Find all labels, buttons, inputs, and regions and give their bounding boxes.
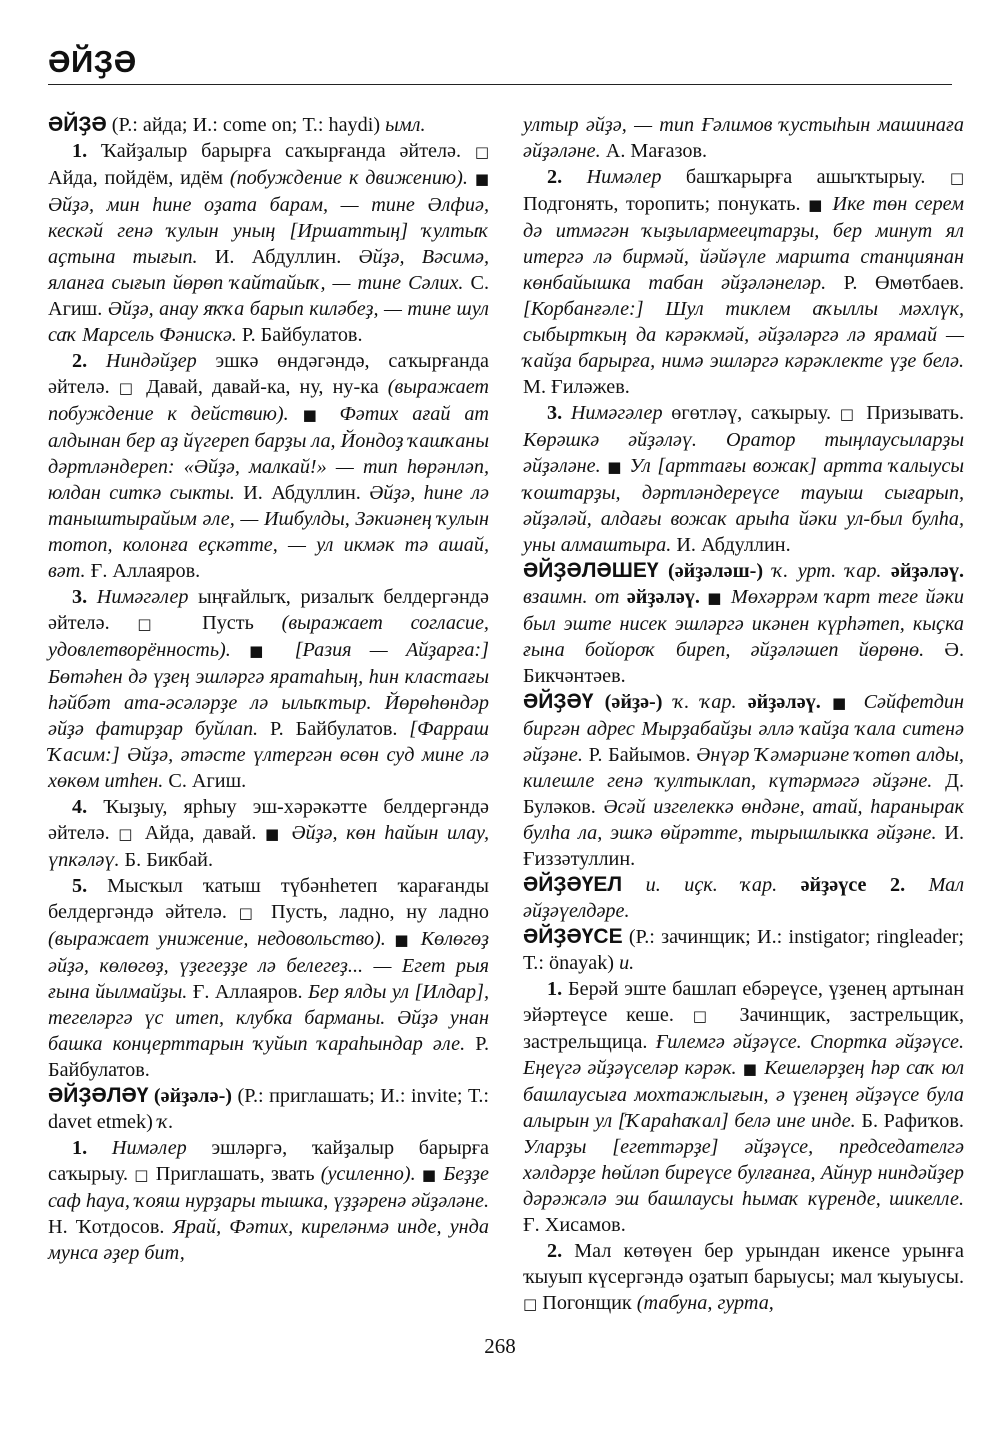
running-head: ӘЙҘӘ [48,44,137,79]
sense-paragraph: 5. Мысҡыл ҡатыш түбәнһетеп ҡарағанды белдергәндә әйтелә. □ Пусть, ладно, ну ладно (выражает унижение, недовольство). ■ Көлөгөҙ әйҙә, көлөгөҙ, үҙегеҙҙе лә белегеҙ... — Егет рыя ғына йылмайҙы. Ғ. Аллаяров. Бер ялды ул [Илдар], тегеләргә үс итеп, клубка барманы. Әйҙә унан башка концерттарын ҡуйып ҡараһындар әле. Р. Байбулатов. [48,875,490,1081]
entry-headword-paragraph: ӘЙҘӘҮСЕ (Р.: зачинщик; И.: instigator; ringleader; Т.: önayak) и. [523,925,964,974]
entry-headword-paragraph: ӘЙҘӘ (Р.: айда; И.: come on; Т.: haydi) ымл. [48,113,426,136]
sense-paragraph: 4. Ҡыҙыу, ярһыу эш-хәрәкәтте белдергәндә әйтелә. □ Айда, давай. ■ Әйҙә, көн һайын илау, үпкәләү. Б. Бикбай. [48,796,489,871]
right-column [523,112,964,1317]
page-number: 268 [484,1334,516,1358]
sense-paragraph: 2. Нимәлер башҡарырға ашыҡтырыу. □ Подгонять, торопить; понукать. ■ Ике төн серем дә итмәгән ҡыҙылармеецтарҙы, бер минут ял итергә лә бирмәй, йәйәүле маршта станциянан көнбайышка табан әйҙәләнеләр. Р. Өмөтбаев. [Корбанғәле:] Шул тиклем аҡыллы мәхлүк, сыбырткың да кәрәкмәй, әйҙәләргә лә ярамай — ҡайҙа барырға, нимә эшләргә кәрәклекте үҙе белә. М. Ғиләжев. [523,166,964,398]
sense-paragraph: 1. Ҡайҙалыр барырға саҡырғанда әйтелә. □ Айда, пойдём, идём (побуждение к движению). ■ Әйҙә, мин һине оҙата барам, — тине Әлфиә, кескәй генә ҡулын уның [Иршаттың] ҡултыҡ аҫтына тығып. И. Абдуллин. Әйҙә, Вәсимә, яланға сығып йөрөп ҡайтайыҡ, — тине Сәлих. С. Агиш. Әйҙә, анау яҡҡа барып киләбеҙ, — тине шул саҡ Марсель Фәнискә. Р. Байбулатов. [48,140,490,346]
sense-paragraph: 2. Мал көтөүен бер урындан икенсе урынға ҡыуып күсергәндә оҙатып барыусы; мал ҡыуыусы. □ Погонщик (табуна, гурта, [523,1240,964,1314]
sense-paragraph: 2. Ниндәйҙер эшкә өндәгәндә, саҡырғанда әйтелә. □ Давай, давай-ка, ну, ну-ка (выражает побуждение к действию). ■ Фәтих ағай ат алдынан бер аҙ йүгереп барҙы ла, Йондоҙ ҡашҡаны дәртләндереп: «Әйҙә, малкай!» — тип һөрәнләп, юлдан ситкә сыкты. И. Абдуллин. Әйҙә, һине лә таныштырайым әле, — Ишбулды, Зәкиәнең ҡулын тотоп, колонға еҫкәтте, — ул икмәк тә ашай, вәт. Ғ. Аллаяров. [48,350,490,582]
entry-headword-paragraph: ӘЙҘӘЛӘҮ (әйҙәлә-) (Р.: приглашать; И.: invite; Т.: davet etmek) ҡ. [48,1084,489,1133]
entry-headword-paragraph: ӘЙҘӘҮ (әйҙә-) ҡ. ҡар. әйҙәләү. ■ Сәйфетдин биргән адрес Мырҙабайҙы әллә ҡайҙа ҡала ситенә әйҙәне. Р. Байымов. Әнүәр Ҡәмәриәне ҡотөп алды, килешле генә ҡултыклап, күтәрмәгә әйҙәне. Д. Буләков. Әсәй изгелеккә өндәне, атай, һаранырак булһа ла, эшкә өйрәтте, тырышлыкка әйҙәне. И. Ғиззәтуллин. [523,690,965,870]
entry-headword-paragraph: ӘЙҘӘҮЕЛ и. иҫк. ҡар. әйҙәүсе 2. Мал әйҙәүелдәре. [523,873,965,922]
left-column [48,112,489,1266]
sense-paragraph: 1. Берәй эште башлап ебәреүсе, үҙенең артынан эйәртеүсе кеше. □ Зачинщик, застрельщик, застрельщица. Ғилемгә әйҙәүсе. Спортка әйҙәүсе. Еңеүгә әйҙәүселәр кәрәк. ■ Кешеләрҙең һәр саҡ юл башлаусыға мохтажлығын, ә үҙенең әйҙәүсе була алырын ул [Ҡараһаҡал] белә ине инде. Б. Рафиҡов. Уларҙы [егеттәрҙе] әйҙәүсе, председателгә хәлдәрҙе һөйләп биреүсе булғанға, Айнур ниндәйҙер дәрәжәлә эш башлаусы һымаҡ күренде, шикелле. Ғ. Хисамов. [523,978,965,1236]
sense-paragraph: 1. Нимәлер эшләргә, ҡайҙалыр барырға саҡырыу. □ Приглашать, звать (усиленно). ■ Беҙҙе саф һауа, ҡояш нурҙары тышка, үҙҙәренә әйҙәләне. Н. Ҡотдосов. Ярай, Фәтих, киреләнмә инде, унда мунса әҙер бит, [48,1137,489,1264]
continuation-paragraph: ултыр әйҙә, — тип Ғәлимов ҡустыһын машинаға әйҙәләне. А. Мағазов. [523,114,964,162]
sense-paragraph: 3. Нимәгәлер ыңғайлыҡ, ризалыҡ белдергәндә әйтелә. □ Пусть (выражает согласие, удовлетворённость). ■ [Разия — Айҙарға:] Бөтәһен дә үҙең эшләргә яратаһың, һин кластағы һәйбәт ата-әсәләрҙе лә ылыҡтыр. Йөрөһөндәр әйҙә фатирҙар буйлап. Р. Байбулатов. [Фарраш Ҡасим:] Әйҙә, әтәсте үлтергән өсөн суд мине лә хөкөм итһен. С. Агиш. [48,586,490,792]
sense-paragraph: 3. Нимәгәлер өгөтләү, саҡырыу. □ Призывать. Көрәшкә әйҙәләү. Оратор тыңлаусыларҙы әйҙәләне. ■ Ул [арттағы вожак] артта ҡалыусы ҡоштарҙы, дәртләндереүсе тауыш сығарып, әйҙәләй, алдағы вожак арыһа йәки ул-был булһа, уны алмаштыра. И. Абдуллин. [523,402,965,556]
page-header [48,38,952,85]
entry-headword-paragraph: ӘЙҘӘЛӘШЕҮ (әйҙәләш-) ҡ. урт. ҡар. әйҙәләү. взаимн. от әйҙәләү. ■ Мөхәррәм ҡарт теге йәки был эште нисек эшләргә икәнен күрһәтеп, кыҫка ғына бойороҡ биреп, әйҙәләшеп йөрөнө. Ә. Бикчәнтәев. [523,559,965,687]
